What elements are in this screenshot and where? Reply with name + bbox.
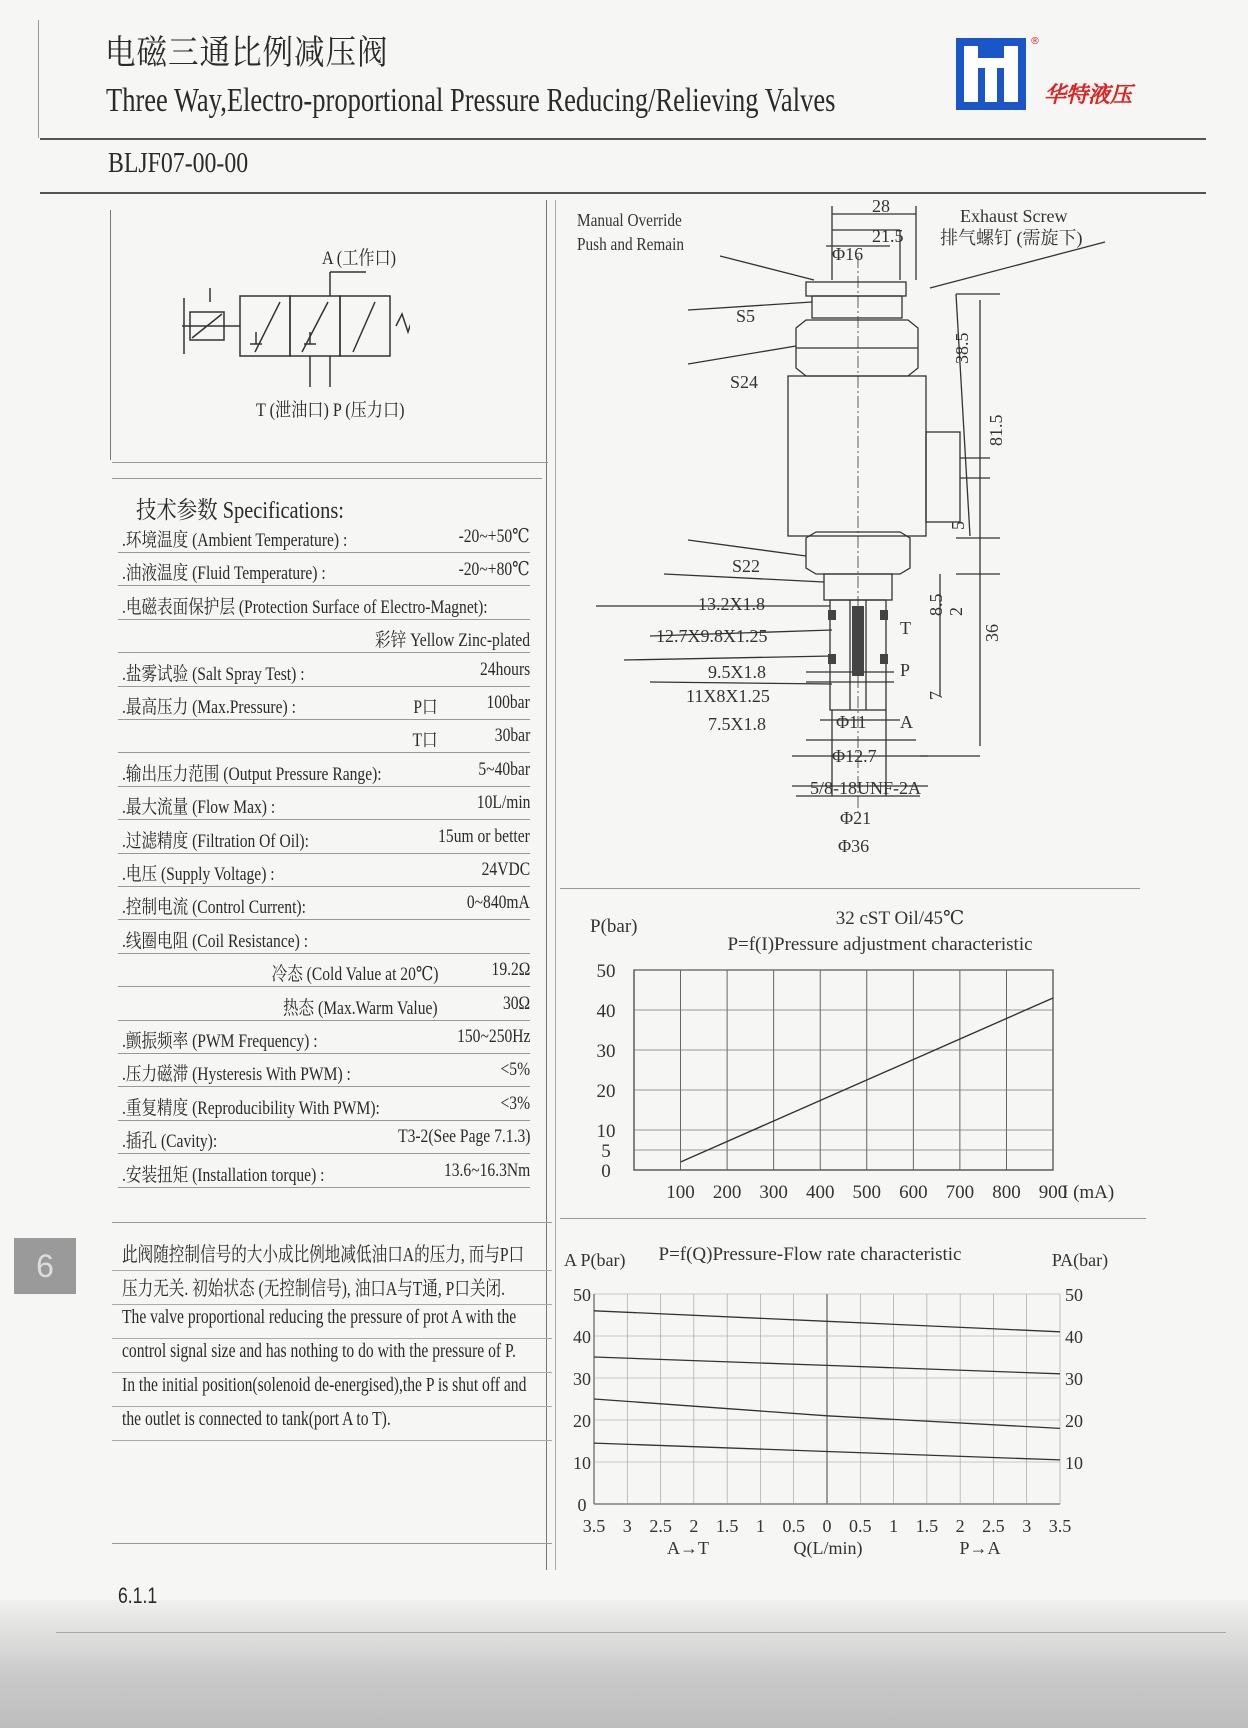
y-tick-label: 30 <box>573 1369 591 1389</box>
spec-label: .最高压力 (Max.Pressure) : <box>122 697 296 718</box>
x-axis-label: I (mA) <box>1062 1182 1115 1203</box>
spec-value: 10L/min <box>476 792 530 814</box>
spec-value: 13.6~16.3Nm <box>443 1159 530 1181</box>
spec-row <box>118 921 530 954</box>
spec-top-rule <box>112 478 542 479</box>
spec-value: 5~40bar <box>478 758 530 780</box>
chart-title: P=f(I)Pressure adjustment characteristic <box>727 934 1033 955</box>
label-port-a: A <box>900 712 913 732</box>
spec-row <box>118 520 530 553</box>
spec-value: 30Ω <box>502 992 530 1014</box>
label-manual-2: Push and Remain <box>577 233 684 255</box>
dim-d21: Φ21 <box>840 808 872 828</box>
description-line: 压力无关. 初始状态 (无控制信号), 油口A与T通, P口关闭. <box>122 1278 506 1300</box>
chart2-top-rule <box>560 1218 1146 1219</box>
spec-sublabel: P口 <box>413 697 438 718</box>
spec-row <box>118 553 530 586</box>
y-axis-label: A P(bar) <box>564 1250 626 1270</box>
spec-row <box>118 654 530 687</box>
y-tick-label: 5 <box>601 1141 611 1162</box>
spec-value: <3% <box>500 1092 530 1114</box>
label-exhaust-1: Exhaust Screw <box>960 206 1068 226</box>
section-tab: 6 <box>14 1238 76 1294</box>
registered-mark: ® <box>1030 36 1040 47</box>
spec-row <box>118 687 530 720</box>
description-line: control signal size and has nothing to do with the pressure of P. <box>122 1340 516 1362</box>
x-tick-label: 1.5 <box>915 1516 939 1536</box>
title-en: Three Way,Electro-proportional Pressure Reducing/Relieving Valves <box>106 82 836 119</box>
dim-38-5: 38.5 <box>952 332 972 364</box>
plot-frame <box>634 970 1053 1170</box>
y-tick-label: 40 <box>596 1001 616 1022</box>
spec-value: -20~+50℃ <box>459 526 530 547</box>
spec-value: 24VDC <box>481 859 530 880</box>
x-label-left: A→T <box>667 1538 709 1558</box>
spec-value: T3-2(See Page 7.1.3) <box>397 1126 530 1148</box>
description-rule <box>112 1440 552 1441</box>
spec-label: .油液温度 (Fluid Temperature) : <box>122 563 326 585</box>
spec-label: .盐雾试验 (Salt Spray Test) : <box>122 663 305 685</box>
spec-row <box>118 620 530 653</box>
header-left-rule <box>38 20 39 138</box>
column-divider <box>546 200 547 1570</box>
column-divider-2 <box>555 200 556 1570</box>
spec-label: .过滤精度 (Filtration Of Oil): <box>122 830 309 852</box>
dim-thread: 5/8-18UNF-2A <box>810 778 921 798</box>
model-rule <box>40 192 1206 194</box>
chart-title: P=f(Q)Pressure-Flow rate characteristic <box>658 1244 962 1265</box>
spec-label: .安装扭矩 (Installation torque) : <box>122 1164 325 1186</box>
dim-28: 28 <box>872 196 890 216</box>
spec-value: <5% <box>500 1059 530 1081</box>
spec-value: 0~840mA <box>467 892 530 914</box>
x-tick-label: 1.5 <box>715 1516 739 1536</box>
pressure-flow-chart <box>560 1236 1140 1566</box>
spec-row <box>118 988 530 1021</box>
desc-bottom-rule <box>112 1543 552 1544</box>
y-tick-label: 40 <box>573 1327 591 1347</box>
spec-label: .线圈电阻 (Coil Resistance) : <box>122 930 309 952</box>
symbol-bottom-rule <box>112 462 548 463</box>
description-rule <box>112 1338 552 1339</box>
x-tick-label: 1 <box>755 1516 765 1536</box>
x-tick-label: 3 <box>1022 1516 1032 1536</box>
spec-label: .电压 (Supply Voltage) : <box>122 864 275 885</box>
y-tick-label: 10 <box>596 1121 616 1142</box>
x-tick-label: 2.5 <box>649 1516 672 1536</box>
label-manual-1: Manual Override <box>577 209 682 231</box>
label-s24: S24 <box>730 372 759 392</box>
x-tick-label: 0.5 <box>782 1516 805 1536</box>
scan-shadow <box>0 1600 1248 1728</box>
header-rule <box>40 138 1206 140</box>
x-label-right: P→A <box>959 1538 1001 1558</box>
x-tick-label: 2.5 <box>982 1516 1005 1536</box>
brand-logo <box>956 38 1026 110</box>
spec-row <box>118 1155 530 1188</box>
desc-top-rule <box>112 1222 552 1223</box>
spec-label: .重复精度 (Reproducibility With PWM): <box>122 1097 380 1119</box>
x-tick-label: 100 <box>666 1182 695 1203</box>
y-tick-label: 0 <box>577 1495 587 1515</box>
spec-row <box>118 854 530 887</box>
footer-rule <box>56 1632 1226 1633</box>
symbol-port-tp: T (泄油口) P (压力口) <box>256 400 405 421</box>
x-tick-label: 500 <box>852 1182 882 1203</box>
label-oring-1: 13.2X1.8 <box>698 594 765 614</box>
spec-label: .输出压力范围 (Output Pressure Range): <box>122 763 382 785</box>
dim-d16: Φ16 <box>832 244 864 264</box>
spec-sublabel: 冷态 (Cold Value at 20℃) <box>271 964 438 986</box>
label-oring-5: 7.5X1.8 <box>708 714 766 734</box>
description-line: the outlet is connected to tank(port A to T). <box>122 1408 391 1430</box>
spec-row <box>118 754 530 787</box>
y-right-tick-label: 40 <box>1065 1327 1083 1347</box>
label-port-t: T <box>900 618 911 638</box>
spec-value: 150~250Hz <box>456 1026 530 1047</box>
dim-36: 36 <box>982 624 1002 642</box>
symbol-port-a: A (工作口) <box>322 248 397 269</box>
y-tick-label: 10 <box>573 1453 591 1473</box>
y-right-tick-label: 20 <box>1065 1411 1083 1431</box>
spec-value: 15um or better <box>438 825 530 847</box>
label-oring-4: 11X8X1.25 <box>686 686 770 706</box>
y-tick-label: 50 <box>596 961 616 982</box>
x-tick-label: 300 <box>759 1182 788 1203</box>
model-number: BLJF07-00-00 <box>108 148 249 179</box>
description-rule <box>112 1304 552 1305</box>
x-tick-label: 0.5 <box>849 1516 872 1536</box>
description-rule <box>112 1406 552 1407</box>
y-tick-label: 0 <box>601 1161 611 1182</box>
y-tick-label: 20 <box>596 1081 616 1102</box>
spec-sublabel: T口 <box>412 730 438 752</box>
spec-value: -20~+80℃ <box>459 559 530 581</box>
spec-label: .电磁表面保护层 (Protection Surface of Electro-Magnet): <box>122 596 488 618</box>
spec-label: .压力磁滞 (Hysteresis With PWM) : <box>122 1064 351 1086</box>
spec-row <box>118 1054 530 1087</box>
x-tick-label: 3.5 <box>582 1516 606 1536</box>
label-port-p: P <box>900 660 911 680</box>
spec-row <box>118 887 530 920</box>
chart-subtitle: 32 cST Oil/45℃ <box>835 908 965 929</box>
spec-label: .最大流量 (Flow Max) : <box>122 797 276 819</box>
spec-sublabel: 热态 (Max.Warm Value) <box>283 997 438 1019</box>
dim-81-5: 81.5 <box>986 414 1006 446</box>
x-tick-label: 0 <box>822 1516 832 1536</box>
x-axis-label: Q(L/min) <box>793 1538 863 1558</box>
y-right-tick-label: 30 <box>1065 1369 1083 1389</box>
symbol-frame-left <box>110 210 111 460</box>
pressure-current-chart <box>560 892 1140 1210</box>
spec-label: .控制电流 (Control Current): <box>122 897 306 919</box>
dim-d11: Φ11 <box>836 712 867 732</box>
spec-label: .插孔 (Cavity): <box>122 1131 218 1153</box>
x-tick-label: 800 <box>992 1182 1021 1203</box>
spec-row <box>118 720 530 753</box>
label-s5: S5 <box>736 306 756 326</box>
dim-d12-7: Φ12.7 <box>832 746 877 766</box>
dim-5: 5 <box>948 521 968 530</box>
x-tick-label: 200 <box>712 1182 742 1203</box>
spec-label: .颤振频率 (PWM Frequency) : <box>122 1031 318 1052</box>
spec-value: 100bar <box>486 692 530 713</box>
description-rule <box>112 1270 552 1271</box>
spec-row <box>118 1088 530 1121</box>
x-tick-label: 3 <box>622 1516 632 1536</box>
spec-row <box>118 821 530 854</box>
chart1-top-rule <box>560 888 1140 889</box>
label-s22: S22 <box>732 556 761 576</box>
x-tick-label: 2 <box>689 1516 699 1536</box>
valve-dimension-drawing <box>560 196 1220 886</box>
y-tick-label: 50 <box>573 1285 591 1305</box>
dim-7: 7 <box>926 691 946 700</box>
dim-d36: Φ36 <box>838 836 870 856</box>
dim-2: 2 <box>946 607 966 616</box>
x-tick-label: 2 <box>955 1516 965 1536</box>
brand-name: 华特液压 <box>1044 83 1133 108</box>
y-tick-label: 30 <box>596 1041 616 1062</box>
spec-label: .环境温度 (Ambient Temperature) : <box>122 530 348 551</box>
spec-title: 技术参数 Specifications: <box>136 498 344 524</box>
x-tick-label: 3.5 <box>1048 1516 1072 1536</box>
spec-row <box>118 1021 530 1054</box>
label-oring-3: 9.5X1.8 <box>708 662 766 682</box>
x-tick-label: 900 <box>1038 1182 1068 1203</box>
label-oring-2: 12.7X9.8X1.25 <box>656 626 768 646</box>
label-exhaust-2: 排气螺钉 (需旋下) <box>940 228 1083 248</box>
y-right-axis-label: PA(bar) <box>1051 1250 1109 1270</box>
y-tick-label: 20 <box>573 1411 591 1431</box>
spec-value: 彩锌 Yellow Zinc-plated <box>374 630 530 652</box>
spec-row <box>118 954 530 987</box>
spec-value: 30bar <box>494 725 530 747</box>
y-axis-label: P(bar) <box>590 916 638 937</box>
page-number: 6.1.1 <box>118 1583 158 1608</box>
spec-value: 24hours <box>479 658 530 680</box>
spec-row <box>118 587 530 620</box>
description-line: 此阀随控制信号的大小成比例地减低油口A的压力, 而与P口 <box>122 1244 525 1266</box>
x-tick-label: 400 <box>805 1182 835 1203</box>
dim-8-5: 8.5 <box>926 593 946 616</box>
y-right-tick-label: 50 <box>1065 1285 1083 1305</box>
description-line: The valve proportional reducing the pressure of prot A with the <box>122 1306 517 1328</box>
y-right-tick-label: 10 <box>1065 1453 1083 1473</box>
description-rule <box>112 1372 552 1373</box>
dim-21-5: 21.5 <box>872 226 904 246</box>
description-line: In the initial position(solenoid de-energised),the P is shut off and <box>122 1374 527 1396</box>
x-tick-label: 600 <box>899 1182 928 1203</box>
x-tick-label: 1 <box>889 1516 899 1536</box>
spec-value: 19.2Ω <box>491 959 530 981</box>
valve-symbol <box>170 262 410 392</box>
spec-row <box>118 787 530 820</box>
spec-row <box>118 1121 530 1154</box>
x-tick-label: 700 <box>945 1182 975 1203</box>
title-cn: 电磁三通比例减压阀 <box>105 35 389 72</box>
